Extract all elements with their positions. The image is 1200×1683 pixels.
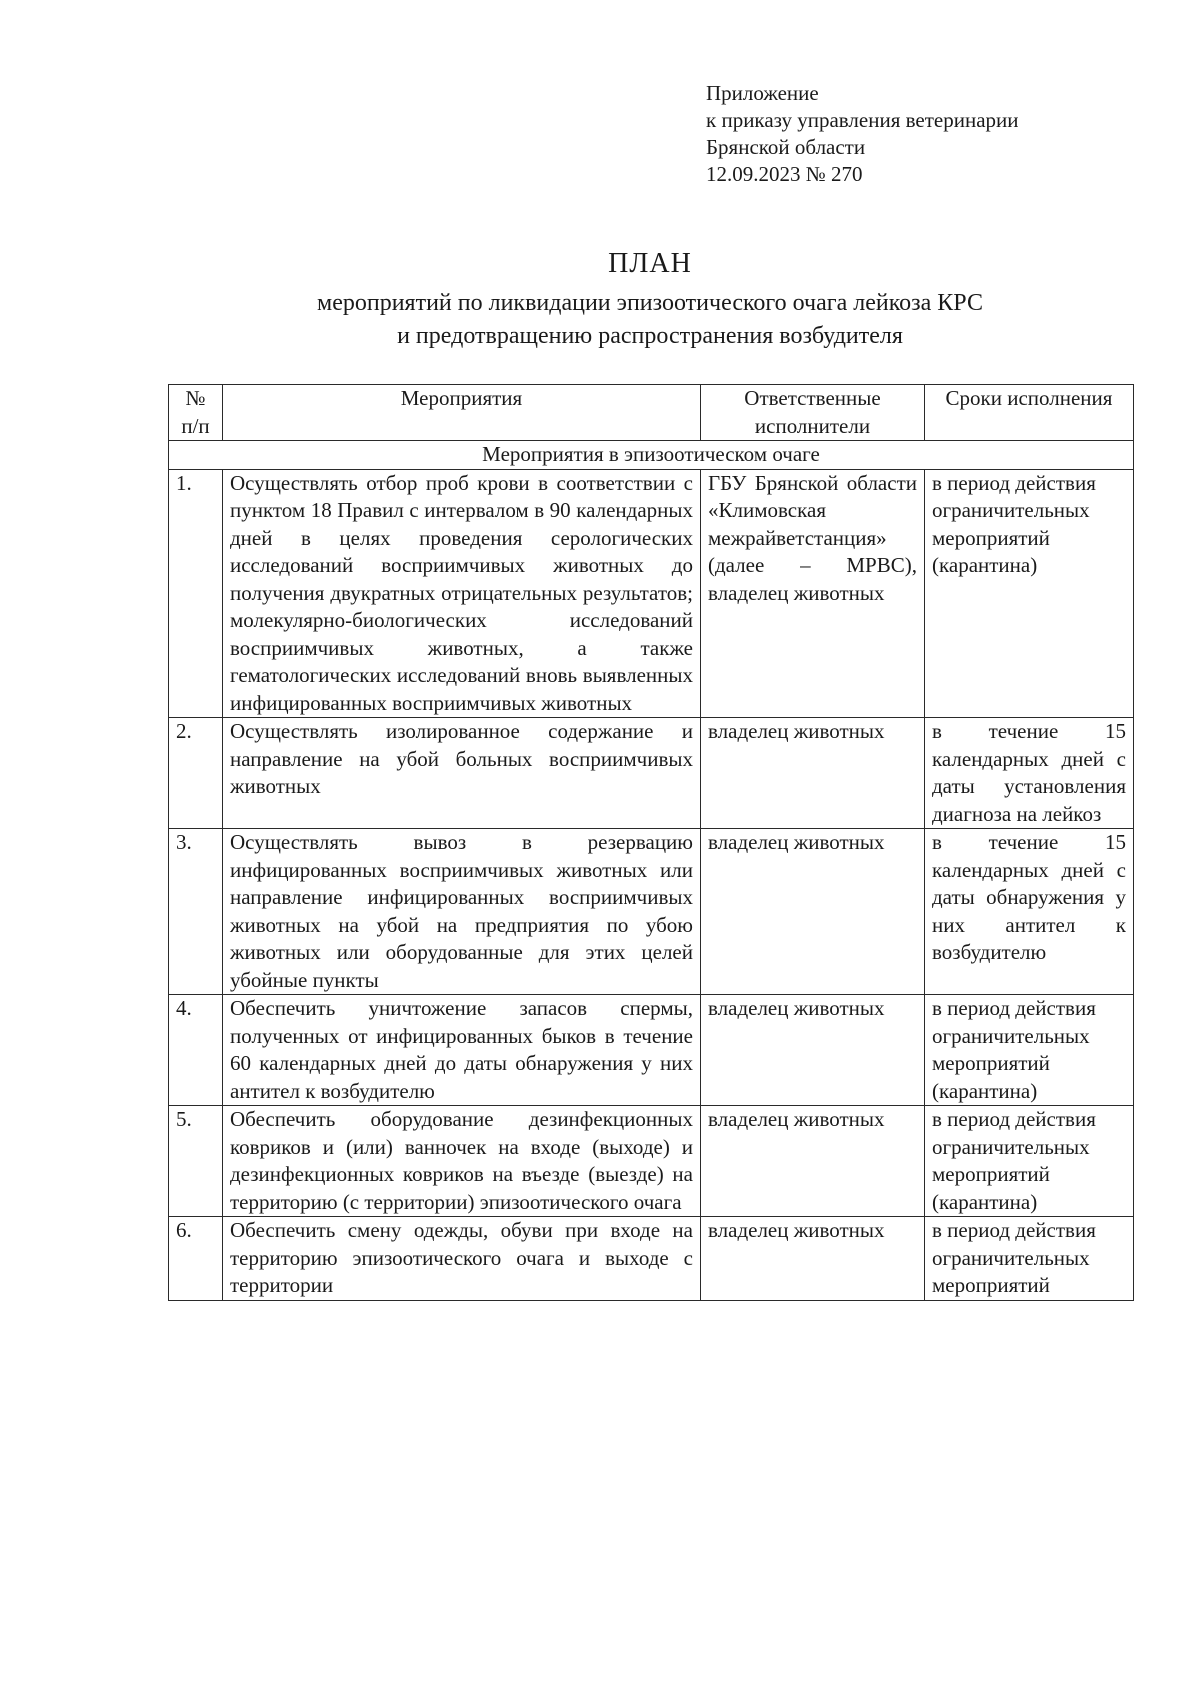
table-row <box>169 718 1134 829</box>
header-responsible: Ответственные исполнители <box>701 385 925 441</box>
table-row <box>169 1217 1134 1301</box>
document-title: ПЛАН <box>608 248 692 279</box>
row-responsible: владелец животных <box>701 718 925 829</box>
table-row <box>169 995 1134 1106</box>
row-activity: Осуществлять вывоз в резервацию инфицированных восприимчивых животных или направление инфицированных восприимчивых животных на убой на предприятия по убою животных или оборудованные для этих целей убойные пункты <box>223 829 701 995</box>
row-num: 5. <box>169 1106 223 1217</box>
section-title: Мероприятия в эпизоотическом очаге <box>169 441 1134 470</box>
row-term: в период действия ограничительных мероприятий (карантина) <box>925 469 1134 718</box>
document-subtitle-2: и предотвращению распространения возбудителя <box>397 323 903 349</box>
row-responsible: владелец животных <box>701 829 925 995</box>
table-row <box>169 469 1134 718</box>
header-term: Сроки исполнения <box>925 385 1134 441</box>
row-term: в период действия ограничительных мероприятий (карантина) <box>925 995 1134 1106</box>
row-term: в период действия ограничительных мероприятий (карантина) <box>925 1106 1134 1217</box>
appendix-line-3: Брянской области <box>706 135 866 159</box>
row-activity: Осуществлять изолированное содержание и направление на убой больных восприимчивых животных <box>223 718 701 829</box>
row-activity: Обеспечить смену одежды, обуви при входе на территорию эпизоотического очага и выходе с территории <box>223 1217 701 1301</box>
row-responsible: ГБУ Брянской области «Климовская межрайветстанция» (далее – МРВС), владелец животных <box>701 469 925 718</box>
appendix-line-4: 12.09.2023 № 270 <box>706 162 863 186</box>
row-num: 1. <box>169 469 223 718</box>
table-row <box>169 829 1134 995</box>
row-num: 3. <box>169 829 223 995</box>
row-num: 2. <box>169 718 223 829</box>
header-num: № п/п <box>169 385 223 441</box>
row-responsible: владелец животных <box>701 1217 925 1301</box>
row-term: в течение 15 календарных дней с даты обнаружения у них антител к возбудителю <box>925 829 1134 995</box>
section-row <box>169 441 1134 470</box>
table-row <box>169 1106 1134 1217</box>
document-subtitle-1: мероприятий по ликвидации эпизоотического очага лейкоза КРС <box>317 290 983 316</box>
appendix-block <box>706 80 1019 188</box>
plan-table <box>168 384 1134 1301</box>
row-num: 6. <box>169 1217 223 1301</box>
row-activity: Обеспечить оборудование дезинфекционных ковриков и (или) ванночек на входе (выходе) и дезинфекционных ковриков на въезде (выезде) на территорию (с территории) эпизоотического очага <box>223 1106 701 1217</box>
row-activity: Обеспечить уничтожение запасов спермы, полученных от инфицированных быков в течение 60 календарных дней до даты обнаружения у них антител к возбудителю <box>223 995 701 1106</box>
appendix-line-1: Приложение <box>706 81 819 105</box>
row-term: в течение 15 календарных дней с даты установления диагноза на лейкоз <box>925 718 1134 829</box>
row-activity: Осуществлять отбор проб крови в соответствии с пунктом 18 Правил с интервалом в 90 календарных дней в целях проведения серологических исследований восприимчивых животных до получения двукратных отрицательных результатов; молекулярно-биологических исследований восприимчивых животных, а также гематологических исследований вновь выявленных инфицированных восприимчивых животных <box>223 469 701 718</box>
row-responsible: владелец животных <box>701 1106 925 1217</box>
row-responsible: владелец животных <box>701 995 925 1106</box>
appendix-line-2: к приказу управления ветеринарии <box>706 108 1019 132</box>
row-term: в период действия ограничительных мероприятий <box>925 1217 1134 1301</box>
header-activity: Мероприятия <box>223 385 701 441</box>
row-num: 4. <box>169 995 223 1106</box>
table-header-row <box>169 385 1134 441</box>
